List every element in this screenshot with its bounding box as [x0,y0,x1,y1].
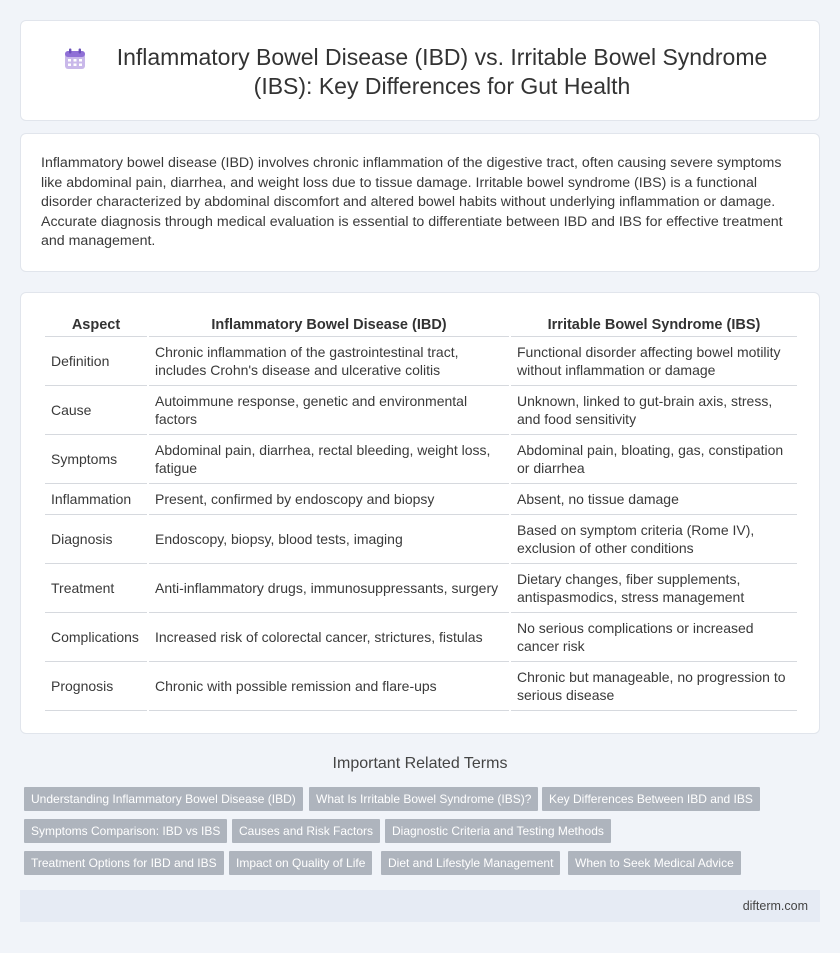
cell-ibs: Abdominal pain, bloating, gas, constipation or diarrhea [511,435,797,484]
table-header-row [45,315,797,337]
cell-ibs: Chronic but manageable, no progression to serious disease [511,662,797,711]
table-row [45,613,797,662]
cell-ibd: Chronic inflammation of the gastrointestinal tract, includes Crohn's disease and ulcerative colitis [149,337,509,386]
comparison-table-card [20,292,820,734]
cell-ibd: Chronic with possible remission and flare-ups [149,662,509,711]
header-aspect: Aspect [45,315,147,337]
cell-ibs: No serious complications or increased cancer risk [511,613,797,662]
table-row [45,662,797,711]
tag-key-differences[interactable]: Key Differences Between IBD and IBS [542,787,760,811]
table-row [45,515,797,564]
header-ibd: Inflammatory Bowel Disease (IBD) [149,315,509,337]
cell-ibd: Endoscopy, biopsy, blood tests, imaging [149,515,509,564]
tag-understanding-ibd[interactable]: Understanding Inflammatory Bowel Disease (IBD) [24,787,303,811]
tag-quality-of-life[interactable]: Impact on Quality of Life [229,851,372,875]
cell-ibs: Unknown, linked to gut-brain axis, stress, and food sensitivity [511,386,797,435]
tag-what-is-ibs[interactable]: What Is Irritable Bowel Syndrome (IBS)? [309,787,538,811]
page-title: Inflammatory Bowel Disease (IBD) vs. Irritable Bowel Syndrome (IBS): Key Differences for Gut Health [116,44,768,99]
comparison-table [43,315,799,711]
title-card [20,20,820,121]
tag-seek-medical-advice[interactable]: When to Seek Medical Advice [568,851,741,875]
intro-text: Inflammatory bowel disease (IBD) involves chronic inflammation of the digestive tract, often causing severe symptoms like abdominal pain, diarrhea, and weight loss due to tissue damage. Irritable bowel syndrome (IBS) is a functional disorder characterized by abdominal discomfort and altered bowel habits without underlying inflammation or damage. Accurate diagnosis through medical evaluation is essential to differentiate between IBD and IBS for effective treatment and management. [41,155,783,250]
cell-ibd: Increased risk of colorectal cancer, strictures, fistulas [149,613,509,662]
cell-ibs: Dietary changes, fiber supplements, antispasmodics, stress management [511,564,797,613]
table-row [45,386,797,435]
cell-aspect: Treatment [45,564,147,613]
cell-aspect: Cause [45,386,147,435]
tag-treatment-options[interactable]: Treatment Options for IBD and IBS [24,851,224,875]
cell-aspect: Prognosis [45,662,147,711]
table-row [45,564,797,613]
related-terms-title: Important Related Terms [332,755,508,772]
footer [20,890,820,922]
tag-diagnostic-criteria[interactable]: Diagnostic Criteria and Testing Methods [385,819,611,843]
header-ibs: Irritable Bowel Syndrome (IBS) [511,315,797,337]
footer-site[interactable]: difterm.com [742,899,808,913]
tag-diet-lifestyle[interactable]: Diet and Lifestyle Management [381,851,560,875]
tag-causes-risk-factors[interactable]: Causes and Risk Factors [232,819,380,843]
cell-aspect: Complications [45,613,147,662]
cell-ibs: Functional disorder affecting bowel motility without inflammation or damage [511,337,797,386]
table-row [45,484,797,515]
cell-ibd: Anti-inflammatory drugs, immunosuppressants, surgery [149,564,509,613]
table-row [45,337,797,386]
cell-aspect: Symptoms [45,435,147,484]
cell-ibd: Autoimmune response, genetic and environmental factors [149,386,509,435]
tag-symptoms-comparison[interactable]: Symptoms Comparison: IBD vs IBS [24,819,227,843]
cell-ibd: Present, confirmed by endoscopy and biopsy [149,484,509,515]
cell-aspect: Definition [45,337,147,386]
cell-aspect: Inflammation [45,484,147,515]
cell-aspect: Diagnosis [45,515,147,564]
cell-ibs: Based on symptom criteria (Rome IV), exclusion of other conditions [511,515,797,564]
cell-ibs: Absent, no tissue damage [511,484,797,515]
table-row [45,435,797,484]
cell-ibd: Abdominal pain, diarrhea, rectal bleeding, weight loss, fatigue [149,435,509,484]
intro-card [20,133,820,272]
